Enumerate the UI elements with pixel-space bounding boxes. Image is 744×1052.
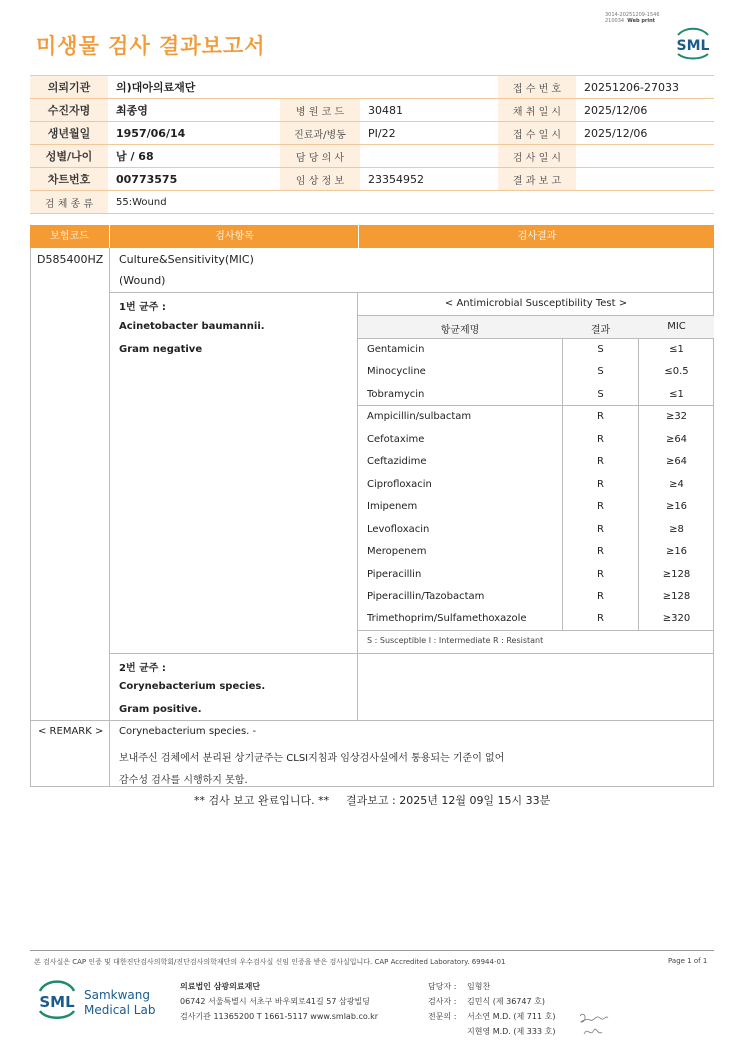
info-row <box>30 145 714 168</box>
report-value <box>576 168 714 191</box>
staff-value: 임형찬 <box>467 982 491 991</box>
chart-value: 00773575 <box>108 168 280 191</box>
footer-address: 06742 서울특별시 서초구 바우뫼로41길 57 삼광빌딩 <box>180 997 370 1006</box>
antibiotic-name: Tobramycin <box>367 388 425 400</box>
tester-value: 김민식 (제 36747 호) <box>467 997 545 1006</box>
birth-label: 생년월일 <box>30 122 108 145</box>
antibiotic-name: Ceftazidime <box>367 456 427 468</box>
antibiotic-result: R <box>597 433 604 445</box>
sml-logo-text: SML <box>676 38 710 54</box>
sex-age-value: 남 / 68 <box>108 145 280 168</box>
antibiotic-name: Cefotaxime <box>367 433 425 445</box>
client-label: 의뢰기관 <box>30 76 108 99</box>
antibiotic-name: Levofloxacin <box>367 523 430 535</box>
test-name: Culture&Sensitivity(MIC) <box>119 253 254 266</box>
antibiotic-mic: ≤1 <box>669 344 684 355</box>
specialist-label: 전문의 : <box>428 1012 457 1021</box>
antibiotic-result: R <box>597 456 604 468</box>
col-mic: MIC <box>667 321 686 332</box>
page-title: 미생물 검사 결과보고서 <box>36 34 266 58</box>
header-item: 검사항목 <box>109 225 359 248</box>
antibiotic-mic: ≥128 <box>662 568 691 580</box>
specialist-value-1: 서소연 M.D. (제 711 호) <box>467 1012 556 1021</box>
doctor-label: 담 당 의 사 <box>280 145 360 168</box>
test-specimen: (Wound) <box>119 274 166 287</box>
organism-2-name: Corynebacterium species. <box>119 681 266 692</box>
antibiotic-name: Meropenem <box>367 546 427 558</box>
antibiotic-mic: ≥4 <box>669 478 684 490</box>
organism-2-gram: Gram positive. <box>119 704 202 715</box>
document-code <box>605 12 660 24</box>
remark-line-1: Corynebacterium species. - <box>119 726 257 737</box>
footer-logo-text: SML <box>39 993 75 1011</box>
birth-value: 1957/06/14 <box>108 122 280 145</box>
results-header <box>30 225 714 248</box>
receipt-no-value: 20251206-27033 <box>576 76 714 99</box>
footer-logo-name-2: Medical Lab <box>84 1003 156 1017</box>
report-label: 결 과 보 고 <box>498 168 576 191</box>
report-time: 결과보고 : 2025년 12월 09일 15시 33분 <box>346 794 551 807</box>
antibiotic-result: R <box>597 478 604 490</box>
antibiotic-name: Minocycline <box>367 366 426 378</box>
client-value: 의)대아의료재단 <box>108 76 498 99</box>
receipt-date-label: 접 수 일 시 <box>498 122 576 145</box>
report-complete: ** 검사 보고 완료입니다. ** <box>194 794 330 807</box>
col-drug: 항균제명 <box>440 325 480 336</box>
antibiotic-result: S <box>597 388 604 400</box>
info-row <box>30 76 714 99</box>
code-line-2: 210034 <box>605 18 625 24</box>
chart-label: 차트번호 <box>30 168 108 191</box>
name-label: 수진자명 <box>30 99 108 122</box>
antibiotic-mic: ≥64 <box>665 456 688 468</box>
footer-contact: 검사기관 11365200 T 1661-5117 www.smlab.co.kr <box>180 1012 379 1021</box>
antibiotic-mic: ≥16 <box>665 501 688 513</box>
page-number: Page 1 of 1 <box>668 957 708 965</box>
patient-info-table <box>30 75 714 214</box>
antibiotic-name: Ciprofloxacin <box>367 478 432 490</box>
antibiotic-result: S <box>597 366 604 378</box>
antibiotic-name: Gentamicin <box>367 344 425 355</box>
antibiotic-result: R <box>597 523 604 535</box>
footer-divider <box>30 950 714 951</box>
antibiotic-result: R <box>597 501 604 513</box>
info-row <box>30 122 714 145</box>
collect-date-label: 채 취 일 시 <box>498 99 576 122</box>
clinical-label: 임 상 정 보 <box>280 168 360 191</box>
organism-1-name: Acinetobacter baumannii. <box>119 321 265 332</box>
cert-note: 본 검사실은 CAP 인증 및 대한진단검사의학회/진단검사의학재단의 우수검사실 신임 인증을 받은 검사실입니다. CAP Accredited Laboratory. 69944-01 <box>34 958 506 966</box>
antibiotic-name: Piperacillin/Tazobactam <box>367 590 485 602</box>
sml-footer-logo-icon <box>36 980 78 1020</box>
test-date-value <box>576 145 714 168</box>
antibiotic-result: S <box>597 344 604 355</box>
receipt-no-label: 접 수 번 호 <box>498 76 576 99</box>
organism-1-label: 1번 균주 : <box>119 302 166 313</box>
antibiotic-mic: ≥320 <box>662 613 691 625</box>
antibiotic-name: Trimethoprim/Sulfamethoxazole <box>367 613 527 625</box>
antibiotic-result: R <box>597 613 604 625</box>
collect-date-value: 2025/12/06 <box>576 99 714 122</box>
test-date-label: 검 사 일 시 <box>498 145 576 168</box>
antibiotic-result: R <box>597 590 604 602</box>
doctor-value <box>360 145 498 168</box>
web-print-label: Web print <box>627 18 656 24</box>
header-result: 검사결과 <box>358 225 715 248</box>
col-result: 결과 <box>590 325 611 336</box>
specialist-value-2: 지현영 M.D. (제 333 호) <box>467 1027 556 1036</box>
insurance-code: D585400HZ <box>37 253 104 266</box>
signature-icon <box>576 1008 612 1040</box>
antibiotic-mic: ≥64 <box>665 433 688 445</box>
tester-label: 검사자 : <box>428 997 457 1006</box>
clinical-value: 23354952 <box>360 168 498 191</box>
antibiotic-mic: ≥8 <box>669 523 684 535</box>
staff-label: 담당자 : <box>428 982 457 991</box>
antibiotic-name: Imipenem <box>367 501 418 513</box>
antibiotic-name: Piperacillin <box>367 568 422 580</box>
antibiotic-mic: ≥128 <box>662 590 691 602</box>
ast-title: < Antimicrobial Susceptibility Test > <box>444 298 628 309</box>
header-code: 보험코드 <box>50 231 89 242</box>
organism-1-gram: Gram negative <box>119 344 203 355</box>
hosp-code-label: 병 원 코 드 <box>280 99 360 122</box>
receipt-date-value: 2025/12/06 <box>576 122 714 145</box>
code-line-1: 3014-20251209-1546 <box>605 12 660 18</box>
ast-legend: S : Susceptible I : Intermediate R : Resistant <box>367 636 544 645</box>
antibiotic-mic: ≤0.5 <box>664 366 689 378</box>
footer-org: 의료법인 삼광의료재단 <box>180 982 261 991</box>
remark-line-2: 보내주신 검체에서 분리된 상기균주는 CLSI지침과 임상검사실에서 통용되는 기준이 없어 <box>119 753 505 764</box>
antibiotic-name: Ampicillin/sulbactam <box>367 411 472 423</box>
info-row <box>30 191 714 214</box>
organism-2-label: 2번 균주 : <box>119 663 166 674</box>
info-row <box>30 99 714 122</box>
specimen-value: 55:Wound <box>108 191 714 214</box>
sml-logo-icon <box>672 26 714 62</box>
name-value: 최종영 <box>108 99 280 122</box>
antibiotic-result: R <box>597 411 604 423</box>
dept-label: 진료과/병동 <box>280 122 360 145</box>
remark-label: < REMARK > <box>38 726 104 737</box>
remark-line-3: 감수성 검사를 시행하지 못함. <box>119 775 248 786</box>
antibiotic-result: R <box>597 546 604 558</box>
dept-value: PI/22 <box>360 122 498 145</box>
info-row <box>30 168 714 191</box>
hosp-code-value: 30481 <box>360 99 498 122</box>
specimen-label: 검 체 종 류 <box>30 191 108 214</box>
footer-logo-name-1: Samkwang <box>84 988 150 1002</box>
antibiotic-result: R <box>597 568 604 580</box>
antibiotic-mic: ≥16 <box>665 546 688 558</box>
sex-age-label: 성별/나이 <box>30 145 108 168</box>
antibiotic-mic: ≤1 <box>669 388 684 400</box>
antibiotic-mic: ≥32 <box>665 411 688 423</box>
